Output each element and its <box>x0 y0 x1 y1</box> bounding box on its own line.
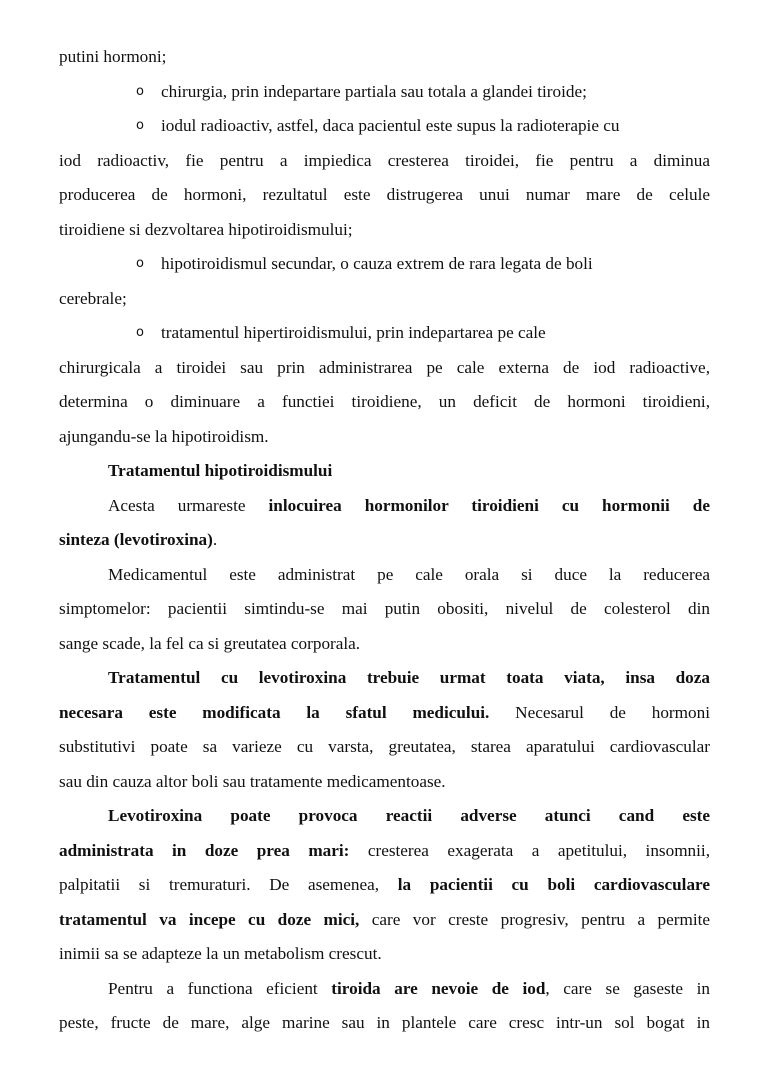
bullet-item: o hipotiroidismul secundar, o cauza extrem de rara legata de boli <box>59 247 710 282</box>
text-line: Acesta urmareste inlocuirea hormonilor tiroidieni cu hormonii de <box>108 495 710 515</box>
text-line: iod radioactiv, fie pentru a impiedica cresterea tiroidei, fie pentru a diminua <box>59 150 710 170</box>
text-line: cerebrale; <box>59 288 127 308</box>
bullet-icon: o <box>136 83 144 99</box>
text-line: substitutivi poate sa varieze cu varsta, greutatea, starea aparatului cardiovascular <box>59 737 710 756</box>
bullet-item: o iodul radioactiv, astfel, daca pacientul este supus la radioterapie cu <box>59 109 710 144</box>
text-line: putini hormoni; <box>59 47 167 66</box>
text-line: producerea de hormoni, rezultatul este distrugerea unui numar mare de celule <box>59 185 710 204</box>
text-line: administrata in doze prea mari: cresterea exagerata a apetitului, insomnii, <box>59 840 710 860</box>
text-line: Pentru a functiona eficient tiroida are nevoie de iod, care se gaseste in <box>108 978 710 998</box>
bullet-icon: o <box>136 118 144 133</box>
section-heading: Tratamentul hipotiroidismului <box>108 461 333 480</box>
text-line: peste, fructe de mare, alge marine sau in plantele care cresc intr-un sol bogat in <box>59 1013 710 1032</box>
text-line: tiroidiene si dezvoltarea hipotiroidismului; <box>59 219 353 239</box>
text-line: simptomelor: pacientii simtindu-se mai putin obositi, nivelul de colesterol din <box>59 599 710 618</box>
text-line: necesara este modificata la sfatul medicului. Necesarul de hormoni <box>59 702 710 722</box>
text-line: ajungandu-se la hipotiroidism. <box>59 426 269 446</box>
text-line: inimii sa se adapteze la un metabolism crescut. <box>59 944 382 963</box>
bullet-item: o chirurgia, prin indepartare partiala sau totala a glandei tiroide; <box>59 75 710 110</box>
text-line: tratamentul va incepe cu doze mici, care vor creste progresiv, pentru a permite <box>59 909 710 929</box>
document-page <box>59 40 710 1041</box>
bullet-item: o tratamentul hipertiroidismului, prin indepartarea pe cale <box>59 316 710 351</box>
bullet-icon: o <box>136 256 144 271</box>
text-line: palpitatii si tremuraturi. De asemenea, la pacientii cu boli cardiovasculare <box>59 875 710 894</box>
text-line: determina o diminuare a functiei tiroidiene, un deficit de hormoni tiroidieni, <box>59 392 710 411</box>
bullet-icon: o <box>136 325 144 340</box>
text-line: Levotiroxina poate provoca reactii adverse atunci cand este <box>108 806 710 825</box>
text-line: Medicamentul este administrat pe cale orala si duce la reducerea <box>108 564 710 584</box>
text-line: Tratamentul cu levotiroxina trebuie urmat toata viata, insa doza <box>108 668 710 687</box>
text-line: chirurgicala a tiroidei sau prin administrarea pe cale externa de iod radioactive, <box>59 357 710 377</box>
text-line: sange scade, la fel ca si greutatea corporala. <box>59 633 361 653</box>
text-line: sinteza (levotiroxina). <box>59 530 218 549</box>
text-line: sau din cauza altor boli sau tratamente medicamentoase. <box>59 771 446 791</box>
